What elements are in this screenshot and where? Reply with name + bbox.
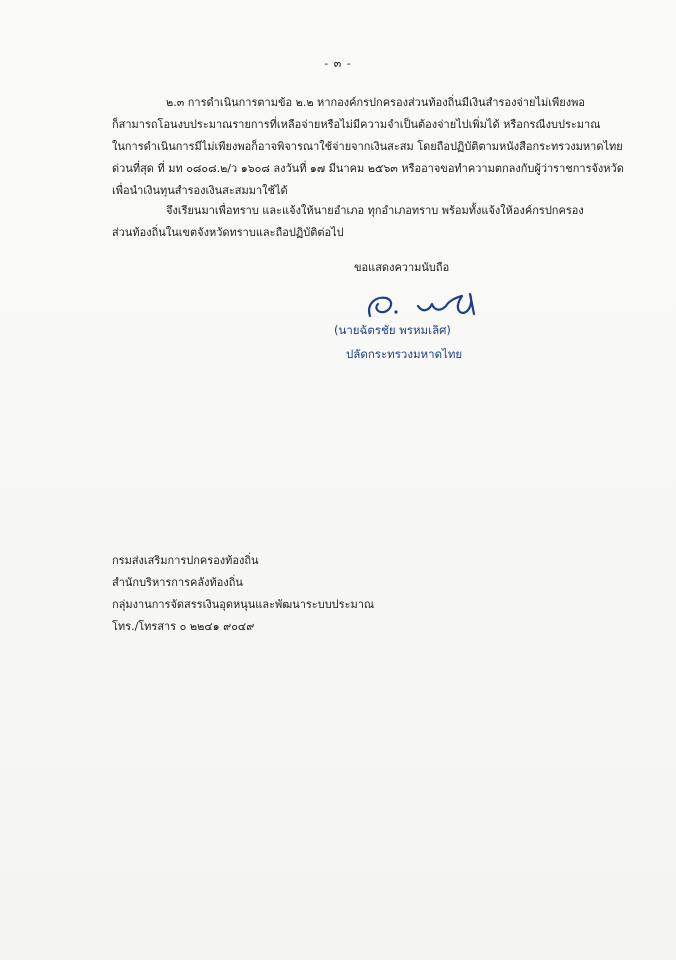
paragraph-line: ก็สามารถโอนงบประมาณรายการที่เหลือจ่ายหรือไม่มีความจำเป็นต้องจ่ายไปเพิ่มได้ หรือกรณีงบประมาณ	[112, 118, 601, 131]
closing-salutation: ขอแสดงความนับถือ	[354, 261, 450, 274]
signer-name: (นายฉัตรชัย พรหมเลิศ)	[334, 323, 451, 337]
paragraph-line: ๒.๓ การดำเนินการตามข้อ ๒.๒ หากองค์กรปกครองส่วนท้องถิ่นมีเงินสำรองจ่ายไม่เพียงพอ	[166, 96, 585, 109]
footer-phone: โทร./โทรสาร ๐ ๒๒๔๑ ๙๐๔๙	[112, 620, 255, 633]
signer-title: ปลัดกระทรวงมหาดไทย	[346, 347, 463, 361]
page-number: - ๓ -	[324, 57, 352, 70]
footer-contact	[112, 550, 374, 638]
paragraph-line: จึงเรียนมาเพื่อทราบ และแจ้งให้นายอำเภอ ทุกอำเภอทราบ พร้อมทั้งแจ้งให้องค์กรปกครอง	[166, 204, 584, 217]
paragraph-instructions	[112, 92, 624, 202]
footer-division: กลุ่มงานการจัดสรรเงินอุดหนุนและพัฒนาระบบประมาณ	[112, 598, 375, 611]
footer-department: กรมส่งเสริมการปกครองท้องถิ่น	[112, 554, 259, 567]
footer-office: สำนักบริหารการคลังท้องถิ่น	[112, 576, 243, 589]
signer-block	[334, 318, 462, 366]
paragraph-conclusion	[112, 200, 624, 244]
paragraph-line: ในการดำเนินการมีไม่เพียงพอก็อาจพิจารณาใช้จ่ายจากเงินสะสม โดยถือปฏิบัติตามหนังสือกระทรวงมหาดไทย	[112, 140, 623, 153]
paragraph-line: ส่วนท้องถิ่นในเขตจังหวัดทราบและถือปฏิบัติต่อไป	[112, 226, 344, 239]
paragraph-line: ด่วนที่สุด ที่ มท ๐๘๐๘.๒/ว ๑๖๐๘ ลงวันที่ ๑๗ มีนาคม ๒๕๖๓ หรืออาจขอทำความตกลงกับผู้ว่าราชการจังหวัด	[112, 162, 624, 175]
paragraph-line: เพื่อนำเงินทุนสำรองเงินสะสมมาใช้ได้	[112, 184, 288, 197]
